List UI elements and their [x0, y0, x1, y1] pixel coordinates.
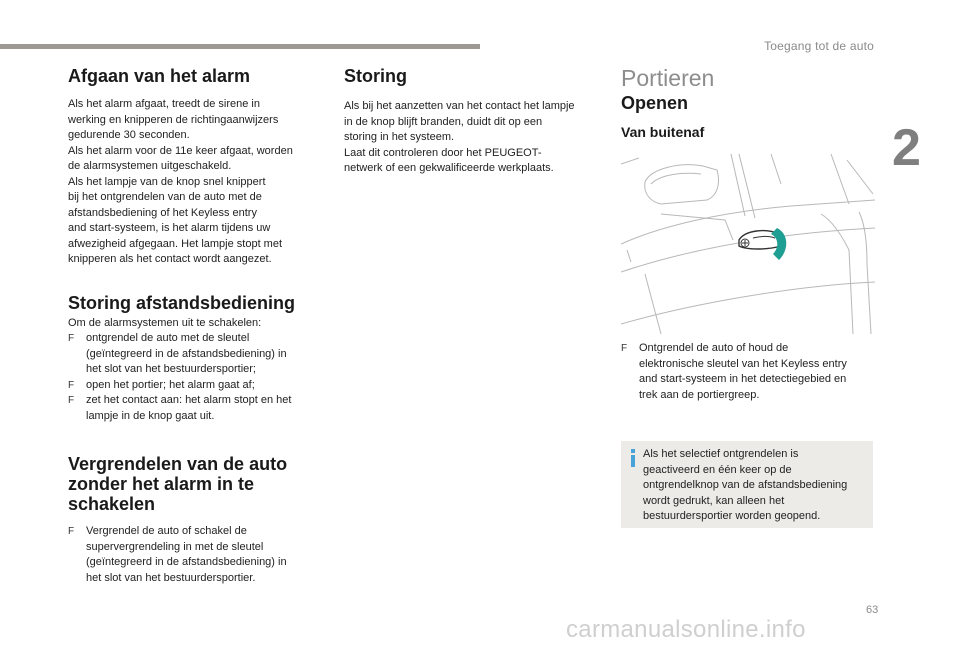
info-box: [621, 441, 873, 528]
info-text: Als het selectief ontgrendelen is geactiveerd en één keer op de ontgrendelknop van de afstandsbediening wordt gedrukt, kan alleen het bestuurdersportier worden geopend.: [643, 448, 848, 522]
column-right: [621, 64, 875, 141]
storing-heading: Storing: [344, 66, 407, 86]
column-left: [68, 66, 320, 586]
bullet-icon: F: [68, 379, 75, 391]
bullet-icon: F: [621, 343, 628, 354]
bullet-icon: F: [68, 526, 75, 537]
list-item: F open het portier; het alarm gaat af;: [68, 378, 320, 394]
list-item: F Ontgrendel de auto of houd de elektronische sleutel van het Keyless entry and start-systeem in het detectiegebied en trek aan de portiergreep.: [621, 342, 847, 401]
alarm-text: Als het alarm afgaat, treedt de sirene in werking en knipperen de richtingaanwijzers gedurende 30 seconden. Als het alarm voor de 11e keer afgaat, worden de alarmsystemen uitgeschakeld. Als het lampje van de knop snel knippert bij het ontgrendelen van de auto met de afstandsbediening of het Keyless entry and start-systeem, is het alarm tijdens uw afwezigheid afgegaan. Het lampje stopt met knipperen als het contact wordt aangezet.: [68, 98, 293, 265]
bullet-icon: F: [68, 333, 75, 344]
info-icon: [629, 449, 637, 467]
list-item: F Vergrendel de auto of schakel de supervergrendeling in met de sleutel (geïntegreerd in de afstandsbediening) in het slot van het bestuurdersportier.: [68, 525, 287, 584]
chapter-title: Portieren: [621, 65, 715, 91]
remote-heading: Storing afstandsbediening: [68, 292, 296, 313]
remote-intro: Om de alarmsystemen uit te schakelen:: [68, 316, 262, 329]
list-item: F zet het contact aan: het alarm stopt en het lampje in de knop gaat uit.: [68, 394, 292, 422]
alarm-heading: Afgaan van het alarm: [68, 66, 251, 86]
openen-heading: Openen: [621, 93, 689, 113]
van-buitenaf-heading: Van buitenaf: [621, 124, 705, 140]
storing-text: Als bij het aanzetten van het contact het lampje in de knop blijft branden, duidt dit op een storing in het systeem. Laat dit controleren door het PEUGEOT- netwerk of een gekwalificeerde werkplaats.: [344, 100, 575, 174]
header-bar: [0, 44, 480, 49]
chapter-number: 2: [892, 119, 921, 177]
door-handle-illustration: [621, 154, 875, 334]
column-middle: [344, 66, 600, 177]
bullet-icon: F: [68, 395, 75, 406]
lock-heading: Vergrendelen van de auto zonder het alarm in te schakelen: [68, 454, 288, 514]
section-title: Toegang tot de auto: [764, 39, 874, 53]
page-number: 63: [866, 604, 879, 616]
list-item: F ontgrendel de auto met de sleutel (geïntegreerd in de afstandsbediening) in het slot van het bestuurdersportier;: [68, 332, 287, 375]
watermark: carmanualsonline.info: [566, 616, 806, 643]
